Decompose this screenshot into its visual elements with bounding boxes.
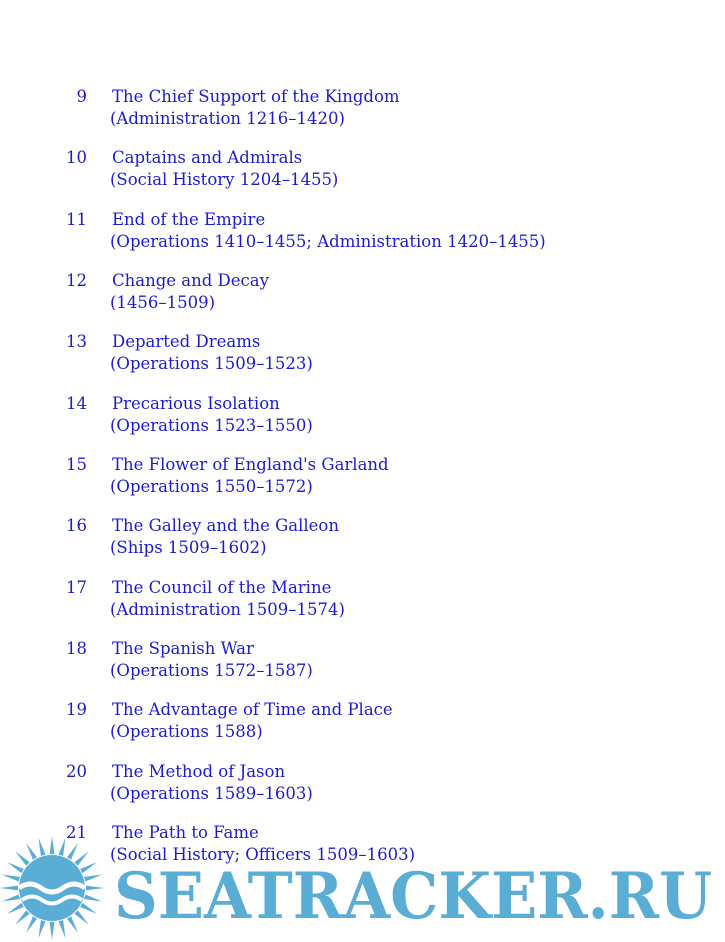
- toc-entry[interactable]: [0, 515, 700, 559]
- sun-ray: [15, 910, 30, 925]
- toc-entry-number: 18: [66, 639, 87, 658]
- toc-entry[interactable]: [0, 699, 700, 743]
- sun-ray: [84, 895, 102, 902]
- sun-ray: [67, 843, 78, 860]
- toc-entry-title[interactable]: The Spanish War: [112, 639, 254, 658]
- toc-entry[interactable]: [0, 86, 700, 130]
- sun-ray: [67, 916, 78, 933]
- toc-entry-subtitle: (Operations 1588): [110, 722, 263, 741]
- watermark-text: SEATRACKER.RU: [114, 859, 712, 934]
- sun-ray: [80, 903, 97, 914]
- toc-entry-number: 12: [66, 271, 87, 290]
- sun-ray: [59, 838, 66, 856]
- toc-entry-number: 16: [66, 516, 87, 535]
- sun-ray: [15, 851, 30, 866]
- sun-ray: [2, 895, 20, 902]
- toc-entry-number: 11: [66, 210, 87, 229]
- toc-entry-title[interactable]: Captains and Admirals: [112, 148, 303, 167]
- toc-entry-title[interactable]: The Advantage of Time and Place: [112, 700, 393, 719]
- toc-entry[interactable]: [0, 147, 700, 191]
- toc-entry-title[interactable]: Change and Decay: [112, 271, 269, 290]
- toc-entry[interactable]: [0, 393, 700, 437]
- toc-entry-subtitle: (Ships 1509–1602): [110, 538, 267, 557]
- toc-entry-subtitle: (Social History 1204–1455): [110, 170, 339, 189]
- toc-entry-number: 20: [66, 762, 87, 781]
- toc-entry[interactable]: [0, 209, 700, 253]
- sun-ray: [80, 862, 97, 873]
- sun-ray: [0, 886, 18, 891]
- toc-entry-number: 19: [66, 700, 87, 719]
- toc-entry[interactable]: [0, 270, 700, 314]
- toc-entry-subtitle: (Operations 1589–1603): [110, 784, 313, 803]
- toc-entry-title[interactable]: End of the Empire: [112, 210, 266, 229]
- toc-entry-title[interactable]: Precarious Isolation: [112, 394, 280, 413]
- toc-entry-number: 15: [66, 455, 87, 474]
- toc-entry-subtitle: (Operations 1523–1550): [110, 416, 313, 435]
- sun-ray: [59, 920, 66, 938]
- toc-entry-subtitle: (Operations 1572–1587): [110, 661, 313, 680]
- sun-ray: [7, 862, 24, 873]
- toc-entry[interactable]: [0, 761, 700, 805]
- toc-entry-title[interactable]: The Flower of England's Garland: [112, 455, 389, 474]
- sun-ray: [50, 836, 55, 854]
- sun-ray: [39, 838, 46, 856]
- toc-entry-title[interactable]: The Path to Fame: [112, 823, 259, 842]
- toc-entry-subtitle: (Administration 1216–1420): [110, 109, 345, 128]
- toc-entry-subtitle: (Operations 1550–1572): [110, 477, 313, 496]
- watermark: [0, 830, 725, 942]
- sun-ray: [2, 875, 20, 882]
- toc-entry-subtitle: (Administration 1509–1574): [110, 600, 345, 619]
- toc-entry[interactable]: [0, 638, 700, 682]
- toc-entry-number: 17: [66, 578, 87, 597]
- sun-ray: [26, 916, 37, 933]
- sun-ray: [86, 886, 104, 891]
- toc-entry-number: 14: [66, 394, 87, 413]
- sun-ray: [50, 922, 55, 940]
- toc-entry-number: 9: [76, 87, 87, 106]
- sun-ray: [26, 843, 37, 860]
- toc-entry[interactable]: [0, 577, 700, 621]
- sun-ray: [74, 910, 89, 925]
- toc-entry-subtitle: (Social History; Officers 1509–1603): [110, 845, 416, 864]
- toc-entry-number: 10: [66, 148, 87, 167]
- sun-ray: [39, 920, 46, 938]
- toc-entry-title[interactable]: Departed Dreams: [112, 332, 261, 351]
- toc-entry-subtitle: (Operations 1410–1455; Administration 1420–1455): [110, 232, 546, 251]
- toc-entry-title[interactable]: The Galley and the Galleon: [112, 516, 339, 535]
- toc-entry-title[interactable]: The Council of the Marine: [112, 578, 332, 597]
- toc-entry-title[interactable]: The Method of Jason: [112, 762, 286, 781]
- toc-entry[interactable]: [0, 331, 700, 375]
- toc-entry-title[interactable]: The Chief Support of the Kingdom: [112, 87, 400, 106]
- sun-ray: [74, 851, 89, 866]
- sun-ray: [7, 903, 24, 914]
- toc-entry-number: 13: [66, 332, 87, 351]
- toc-entry-number: 21: [66, 823, 87, 842]
- sun-wave-logo-icon: [0, 836, 104, 940]
- toc-entry-subtitle: (1456–1509): [110, 293, 216, 312]
- toc-entry[interactable]: [0, 454, 700, 498]
- toc-entry-subtitle: (Operations 1509–1523): [110, 354, 313, 373]
- sun-ray: [84, 875, 102, 882]
